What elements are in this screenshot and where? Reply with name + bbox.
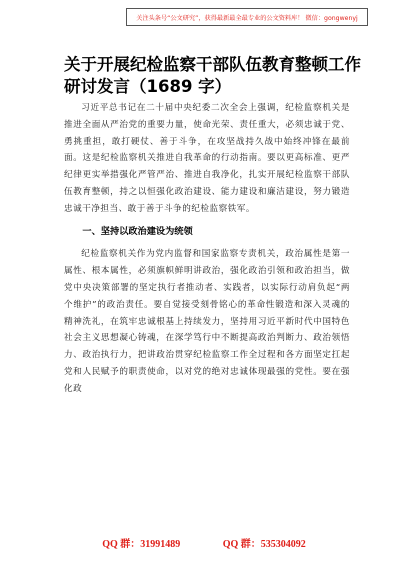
banner-text: 关注头条号“公文研究”，获得最新最全最专业的公文资料库！ 微信：gongwenyj bbox=[136, 14, 358, 22]
section-paragraph: 纪检监察机关作为党内监督和国家监察专责机关，政治属性是第一属性、根本属性，必须旗帜鲜明讲政治，强化政治引领和政治担当，做党中央决策部署的坚定执行者推动者、实践者，以实际行动肩负起“两个维护”的政治责任。要自觉接受刻骨铭心的革命性锻造和深入灵魂的精神洗礼，在筑牢忠诚根基上持续发力，坚持用习近平新时代中国特色社会主义思想凝心铸魂，在深学笃行中不断提高政治判断力、政治领悟力、政治执行力，把讲政治贯穿纪检监察工作全过程和各方面坚定扛起党和人民赋予的职责使命，以对党的绝对忠诚体现最强的党性。要在强化政 bbox=[64, 249, 350, 394]
header-banner bbox=[126, 8, 368, 26]
section-heading: 一、坚持以政治建设为统领 bbox=[82, 225, 193, 237]
footer-qq-group-1: QQ 群：31991489 bbox=[102, 539, 181, 550]
document-title: 关于开展纪检监察干部队伍教育整顿工作研讨发言（1689 字） bbox=[64, 55, 361, 96]
footer-contact bbox=[0, 535, 408, 550]
intro-paragraph: 习近平总书记在二十届中央纪委二次全会上强调，纪检监察机关是推进全面从严治党的重要力量，使命光荣、责任重大，必须忠诚于党、勇挑重担，敢打硬仗、善于斗争，在攻坚战持久战中始终冲锋在最前面。这是纪检监察机关推进自我革命的行动指南。要以更高标准、更严纪律更实举措强化严管严治、推进自我净化，扎实开展纪检监察干部队伍教育整顿，持之以恒强化政治建设、能力建设和廉洁建设，努力锻造忠诚干净担当、敢于善于斗争的纪检监察铁军。 bbox=[64, 103, 350, 214]
document-body bbox=[64, 100, 350, 398]
footer-qq-group-2: QQ 群：535304092 bbox=[222, 539, 306, 550]
